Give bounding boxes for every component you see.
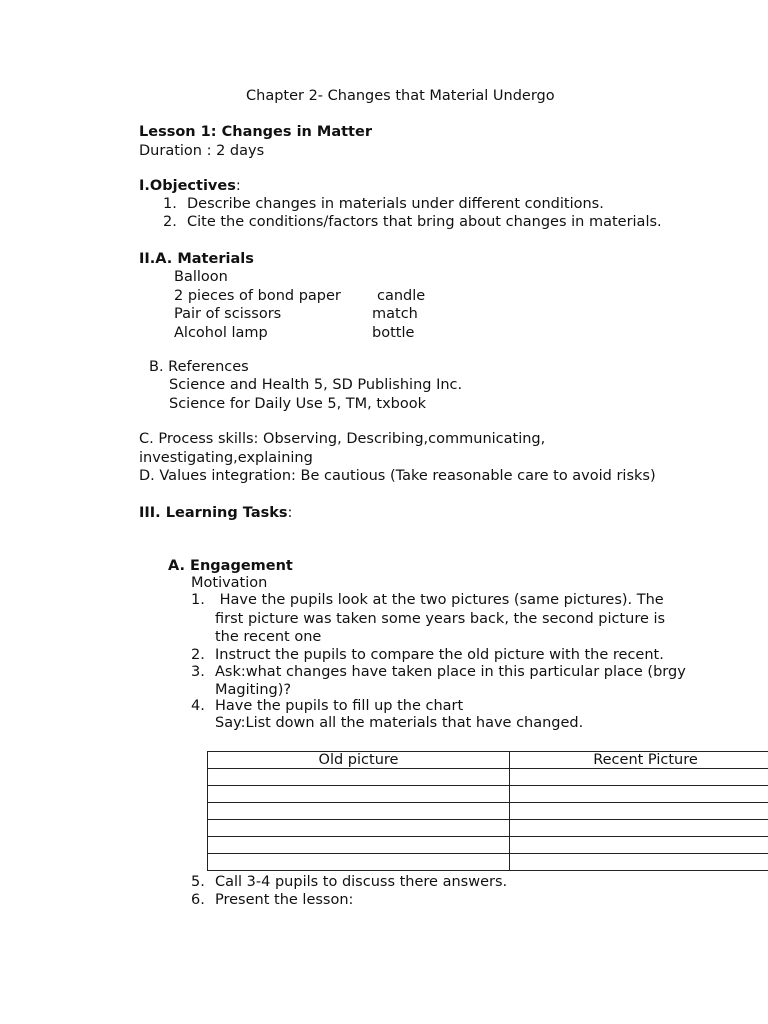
table-row (208, 837, 768, 854)
step-item (191, 891, 353, 909)
table-cell[interactable] (510, 786, 768, 803)
lesson-duration: Duration : 2 days (139, 143, 265, 159)
values-integration: D. Values integration: Be cautious (Take reasonable care to avoid risks) (139, 468, 656, 484)
table-cell[interactable] (510, 803, 768, 820)
table-cell[interactable] (208, 769, 510, 786)
chapter-title: Chapter 2- Changes that Material Undergo (246, 88, 555, 104)
objective-item (163, 213, 662, 231)
objectives-heading-line (139, 177, 241, 195)
step-text-cont: the recent one (215, 629, 322, 645)
references-heading: B. References (149, 359, 249, 375)
objective-num: 2. (163, 214, 177, 230)
motivation-subheading: Motivation (191, 575, 268, 591)
table-cell[interactable] (510, 769, 768, 786)
objective-item (163, 195, 604, 213)
column-header-old-picture: Old picture (208, 752, 510, 769)
objective-num: 1. (163, 196, 177, 212)
process-skills-line-2: investigating,explaining (139, 450, 313, 466)
reference-item: Science for Daily Use 5, TM, txbook (169, 396, 426, 412)
column-header-recent-picture: Recent Picture (510, 752, 768, 769)
material-item-right: bottle (372, 325, 415, 341)
step-num: 4. (191, 698, 205, 714)
lesson-title: Lesson 1: Changes in Matter (139, 124, 372, 140)
material-item: Pair of scissors (174, 306, 282, 322)
material-item: 2 pieces of bond paper (174, 288, 341, 304)
material-item-right: candle (377, 288, 426, 304)
material-item-right: match (372, 306, 418, 322)
table-cell[interactable] (208, 837, 510, 854)
materials-heading: II.A. Materials (139, 251, 254, 267)
comparison-chart-table (207, 751, 768, 871)
table-row (208, 786, 768, 803)
learning-tasks-colon: : (287, 505, 293, 521)
table-row (208, 854, 768, 871)
step-text-cont: Magiting)? (215, 682, 292, 698)
table-cell[interactable] (510, 820, 768, 837)
objectives-heading: I.Objectives (139, 178, 236, 194)
process-skills-line-1: C. Process skills: Observing, Describing,communicating, (139, 431, 546, 447)
material-item: Alcohol lamp (174, 325, 268, 341)
step-text: Ask:what changes have taken place in this particular place (brgy (215, 664, 686, 680)
step-num: 1. (191, 592, 205, 608)
table-row (208, 803, 768, 820)
table-header-row (208, 752, 768, 769)
material-item: Balloon (174, 269, 228, 285)
learning-tasks-heading-line (139, 504, 292, 522)
step-num: 3. (191, 664, 205, 680)
engagement-heading: A. Engagement (168, 558, 293, 574)
step-text-cont: Say:List down all the materials that have changed. (215, 715, 584, 731)
step-item (191, 591, 664, 609)
objective-text: Describe changes in materials under different conditions. (187, 196, 604, 212)
step-num: 2. (191, 647, 205, 663)
table-row (208, 769, 768, 786)
learning-tasks-heading: III. Learning Tasks (139, 505, 288, 521)
step-item (191, 646, 664, 664)
table-row (208, 820, 768, 837)
step-item (191, 663, 686, 681)
table-cell[interactable] (510, 854, 768, 871)
step-num: 5. (191, 874, 205, 890)
step-text: Have the pupils to fill up the chart (215, 698, 464, 714)
step-text-cont: first picture was taken some years back, the second picture is (215, 611, 666, 627)
step-item (191, 697, 463, 715)
table-cell[interactable] (208, 854, 510, 871)
objectives-colon: : (235, 178, 241, 194)
table-cell[interactable] (208, 786, 510, 803)
step-text: Present the lesson: (215, 892, 354, 908)
table-cell[interactable] (510, 837, 768, 854)
table-cell[interactable] (208, 820, 510, 837)
objective-text: Cite the conditions/factors that bring about changes in materials. (187, 214, 662, 230)
step-num: 6. (191, 892, 205, 908)
step-text: Instruct the pupils to compare the old picture with the recent. (215, 647, 664, 663)
reference-item: Science and Health 5, SD Publishing Inc. (169, 377, 463, 393)
table-cell[interactable] (208, 803, 510, 820)
step-text: Have the pupils look at the two pictures (same pictures). The (215, 592, 664, 608)
step-item (191, 873, 507, 891)
step-text: Call 3-4 pupils to discuss there answers. (215, 874, 508, 890)
